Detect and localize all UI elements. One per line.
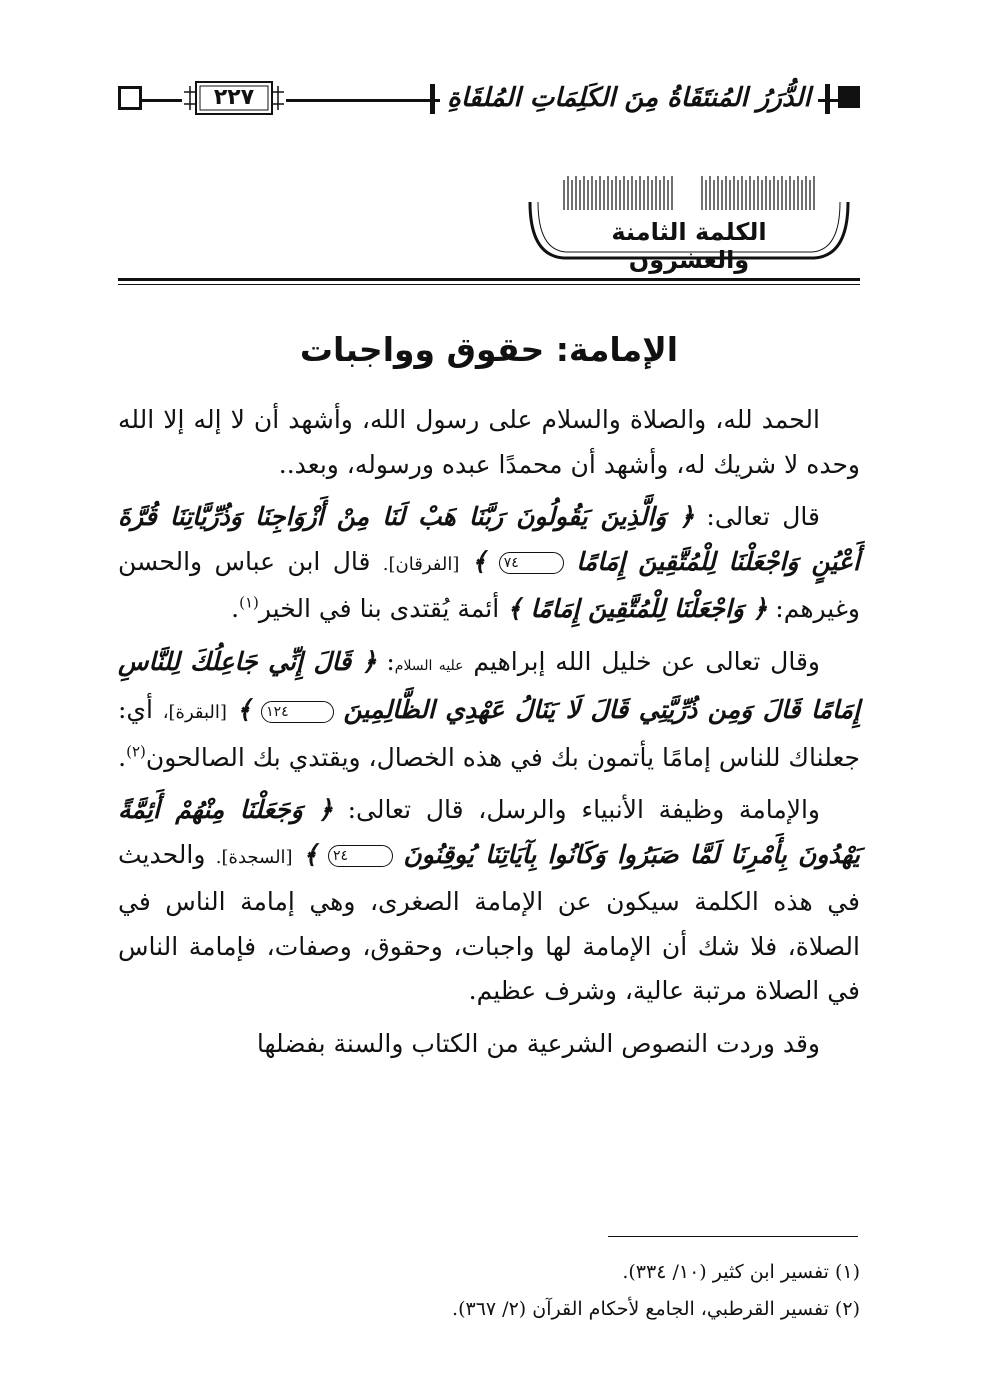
- paragraph: وقال تعالى عن خليل الله إبراهيم عليه السلام: ﴿ قَالَ إِنِّي جَاعِلُكَ لِلنَّاسِ إِمَامًا قَالَ وَمِن ذُرِّيَّتِي قَالَ لَا يَنَالُ عَهْدِي الظَّالِمِينَ ١٢٤ ﴾ [البقرة]، أي: جعلناك للناس إمامًا يأتمون بك في هذه الخصال، ويقتدي بك الصالحون$^{(٢)}$.: [118, 646, 861, 772]
- ayah-number: ١٢٤: [261, 701, 334, 723]
- header-square-filled: [838, 86, 860, 108]
- header-bar: [825, 84, 830, 114]
- footnote-divider: [608, 1236, 858, 1237]
- running-title: الدُّرَرُ المُنتَقَاةُ مِنَ الكَلِمَاتِ المُلقَاةِ: [440, 78, 818, 118]
- paragraph: الحمد لله، والصلاة والسلام على رسول الله، وأشهد أن لا إله إلا الله وحده لا شريك له، وأشهد أن محمدًا عبده ورسوله، وبعد..: [118, 405, 860, 479]
- footnote: (٢) تفسير القرطبي، الجامع لأحكام القرآن (٢/ ٣٦٧).: [452, 1298, 860, 1320]
- footnote-marker[interactable]: (١): [239, 593, 259, 612]
- page-title: الإمامة: حقوق وواجبات: [299, 330, 679, 370]
- chapter-banner: [524, 172, 854, 274]
- surah-reference: [السجدة].: [215, 846, 293, 868]
- body-text: [118, 398, 860, 1066]
- header-bar: [430, 84, 435, 114]
- ayah-number: ٢٤: [328, 845, 393, 867]
- ayah-number: ٧٤: [499, 552, 564, 574]
- footnote: (١) تفسير ابن كثير (١٠/ ٣٣٤).: [622, 1261, 860, 1283]
- quran-verse: ﴿ وَالَّذِينَ يَقُولُونَ رَبَّنَا هَبْ لَنَا مِنْ أَزْوَاجِنَا وَذُرِّيَّاتِنَا قُرَّةَ أَعْيُنٍ وَاجْعَلْنَا لِلْمُتَّقِينَ إِمَامًا: [118, 502, 860, 576]
- surah-reference: [الفرقان].: [382, 553, 460, 575]
- footnotes: [118, 1254, 860, 1328]
- quran-verse: ﴿ وَجَعَلْنَا مِنْهُمْ أَئِمَّةً يَهْدُونَ بِأَمْرِنَا لَمَّا صَبَرُوا وَكَانُوا بِآيَاتِنَا يُوقِنُونَ: [118, 795, 860, 869]
- paragraph: قال تعالى: ﴿ وَالَّذِينَ يَقُولُونَ رَبَّنَا هَبْ لَنَا مِنْ أَزْوَاجِنَا وَذُرِّيَّاتِنَا قُرَّةَ أَعْيُنٍ وَاجْعَلْنَا لِلْمُتَّقِينَ إِمَامًا ٧٤ ﴾ [الفرقان]. قال ابن عباس والحسن وغيرهم: ﴿ وَاجْعَلْنَا لِلْمُتَّقِينَ إِمَامًا ﴾ أئمة يُقتدى بنا في الخير$^{(١)}$.: [118, 502, 860, 623]
- page-number-frame: [182, 80, 286, 116]
- chapter-label: الكلمة الثامنة والعشرون: [611, 218, 767, 274]
- running-header: [118, 78, 860, 124]
- paragraph: وقد وردت النصوص الشرعية من الكتاب والسنة بفضلها: [256, 1028, 820, 1058]
- quran-verse: ﴿ وَاجْعَلْنَا لِلْمُتَّقِينَ إِمَامًا ﴾: [507, 594, 768, 623]
- footnote-marker[interactable]: (٢): [126, 742, 146, 761]
- honorific: عليه السلام: [394, 657, 464, 674]
- section-divider: [118, 278, 860, 285]
- paragraph: والإمامة وظيفة الأنبياء والرسل، قال تعالى: ﴿ وَجَعَلْنَا مِنْهُمْ أَئِمَّةً يَهْدُونَ بِأَمْرِنَا لَمَّا صَبَرُوا وَكَانُوا بِآيَاتِنَا يُوقِنُونَ ٢٤ ﴾ [السجدة]. والحديث في هذه الكلمة سيكون عن الإمامة الصغرى، وهي إمامة الناس في الصلاة، فلا شك أن الإمامة لها واجبات، وحقوق، وصفات، فإمامة الناس في الصلاة مرتبة عالية، وشرف عظيم.: [118, 795, 860, 1005]
- page-number: ٢٢٧: [213, 85, 255, 110]
- quran-verse: ﴿ قَالَ إِنِّي جَاعِلُكَ لِلنَّاسِ إِمَامًا قَالَ وَمِن ذُرِّيَّتِي قَالَ لَا يَنَالُ عَهْدِي الظَّالِمِينَ: [118, 646, 861, 724]
- surah-reference: [البقرة]،: [162, 702, 227, 723]
- header-square-outline: [118, 86, 142, 110]
